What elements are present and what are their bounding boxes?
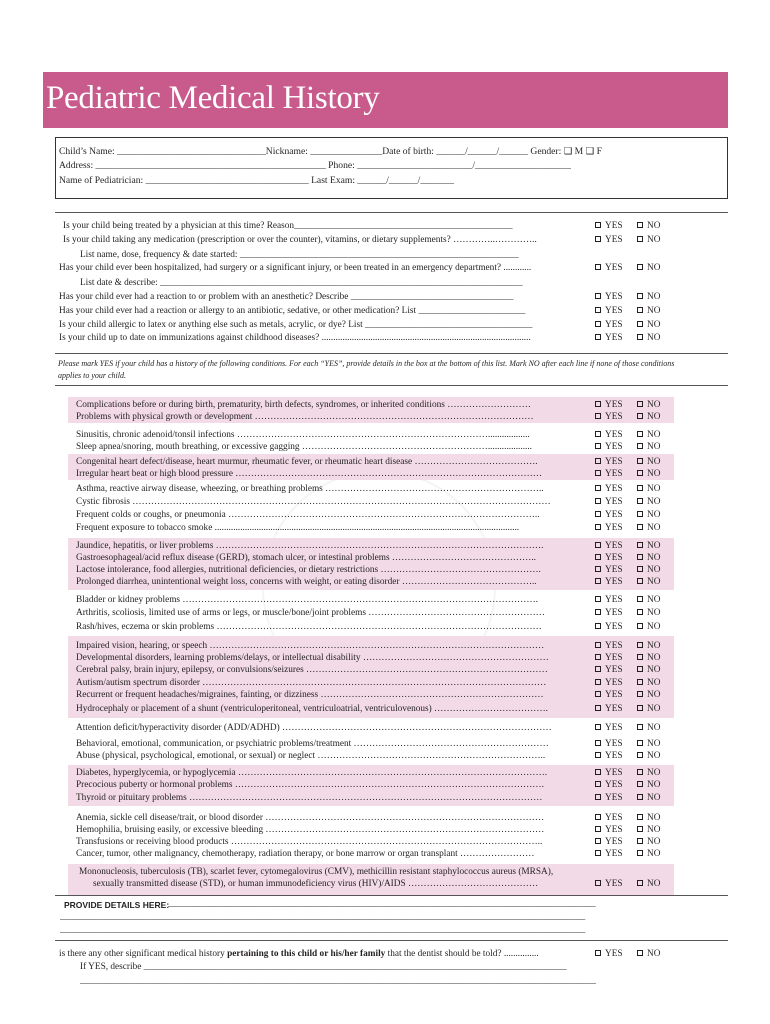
checkbox-icon	[595, 222, 601, 228]
condition-text: Transfusions or receiving blood products ………………………………………………………………………………………..	[76, 837, 543, 847]
no-checkbox[interactable]: NO	[637, 509, 660, 522]
yes-checkbox[interactable]: YES	[595, 522, 623, 535]
condition-text: Mononucleosis, tuberculosis (TB), scarlet fever, cytomegalovirus (CMV), methicillin resistant staphylococcus aureus (MRSA),	[79, 867, 554, 877]
condition-text: sexually transmitted disease (STD), or human immunodeficiency virus (HIV)/AIDS ……………………………………	[93, 879, 539, 889]
condition-row	[0, 621, 770, 634]
checkbox-icon	[637, 666, 643, 672]
yes-checkbox[interactable]: YES	[595, 664, 623, 677]
checkbox-icon	[595, 705, 601, 711]
details-line[interactable]: _______________________________________________________________________________________________________________	[80, 976, 596, 986]
title-banner	[43, 72, 728, 128]
no-checkbox[interactable]: NO	[637, 812, 660, 825]
checkbox-icon	[637, 542, 643, 548]
yes-checkbox[interactable]: YES	[595, 332, 623, 345]
no-checkbox[interactable]: NO	[637, 234, 660, 247]
condition-text: Hemophilia, bruising easily, or excessive bleeding ………………………………………………………………………………	[76, 825, 545, 835]
condition-row	[0, 750, 770, 763]
checkbox-icon	[595, 458, 601, 464]
condition-text: Bladder or kidney problems …………………………………………………………………………………………………….	[76, 595, 538, 605]
checkbox-icon	[595, 431, 601, 437]
checkbox-icon	[637, 950, 643, 956]
checkbox-icon	[637, 264, 643, 270]
condition-row	[0, 411, 770, 424]
checkbox-icon	[637, 334, 643, 340]
checkbox-icon	[595, 666, 601, 672]
checkbox-icon	[595, 740, 601, 746]
question-text: Has your child ever had a reaction or allergy to an antibiotic, sedative, or other medication? List _______________________	[59, 306, 526, 316]
no-checkbox[interactable]: NO	[637, 607, 660, 620]
question-row	[0, 234, 770, 247]
details-line[interactable]: _________________________________________________________________________________________________________________	[60, 912, 586, 922]
yes-checkbox[interactable]: YES	[595, 552, 623, 565]
condition-text: Rash/hives, eczema or skin problems ……………………………………………………………………………………………	[76, 622, 542, 632]
condition-row	[0, 576, 770, 589]
yes-checkbox[interactable]: YES	[595, 750, 623, 763]
checkbox-icon	[595, 485, 601, 491]
no-checkbox[interactable]: NO	[637, 468, 660, 481]
checkbox-icon	[595, 880, 601, 886]
condition-text: Attention deficit/hyperactivity disorder (ADD/ADHD) ……………………………………………………………………………	[76, 723, 552, 733]
checkbox-icon	[637, 794, 643, 800]
yes-checkbox[interactable]: YES	[595, 792, 623, 805]
yes-checkbox[interactable]: YES	[595, 607, 623, 620]
no-checkbox[interactable]: NO	[637, 836, 660, 849]
condition-text: Asthma, reactive airway disease, wheezing, or breathing problems ……………………………………………………………..	[76, 484, 544, 494]
yes-checkbox[interactable]: YES	[595, 738, 623, 751]
no-checkbox[interactable]: NO	[637, 399, 660, 412]
checkbox-icon	[637, 679, 643, 685]
condition-text: Abuse (physical, psychological, emotional, or sexual) or neglect ………………………………………………………………..	[76, 751, 546, 761]
no-checkbox[interactable]: NO	[637, 429, 660, 442]
checkbox-icon	[595, 814, 601, 820]
no-checkbox[interactable]: NO	[637, 621, 660, 634]
condition-text: Prolonged diarrhea, unintentional weight loss, concerns with weight, or eating disorder ……………………………………..	[76, 577, 537, 587]
condition-text: Arthritis, scoliosis, limited use of arms or legs, or muscle/bone/joint problems …………………………………………………	[76, 608, 545, 618]
yes-checkbox[interactable]: YES	[595, 703, 623, 716]
yes-checkbox[interactable]: YES	[595, 848, 623, 861]
checkbox-icon	[595, 850, 601, 856]
yes-checkbox[interactable]: YES	[595, 262, 623, 275]
checkbox-icon	[595, 542, 601, 548]
checkbox-icon	[595, 642, 601, 648]
condition-text: Precocious puberty or hormonal problems ……………………………………………………………………………………….	[76, 780, 544, 790]
condition-text: Cystic fibrosis ………………………………………………………………………………………………………………………	[76, 497, 551, 507]
yes-checkbox[interactable]: YES	[595, 722, 623, 735]
no-checkbox[interactable]: NO	[637, 722, 660, 735]
yes-checkbox[interactable]: YES	[595, 441, 623, 454]
checkbox-icon	[637, 578, 643, 584]
yes-checkbox[interactable]: YES	[595, 468, 623, 481]
condition-text: Developmental disorders, learning problems/delays, or intellectual disability ……………………………………………………	[76, 653, 549, 663]
checkbox-icon	[637, 413, 643, 419]
no-checkbox[interactable]: NO	[637, 262, 660, 275]
yes-checkbox[interactable]: YES	[595, 220, 623, 233]
checkbox-icon	[595, 838, 601, 844]
yes-checkbox[interactable]: YES	[595, 411, 623, 424]
condition-row	[0, 703, 770, 716]
no-checkbox[interactable]: NO	[637, 456, 660, 469]
yes-checkbox[interactable]: YES	[595, 456, 623, 469]
condition-row	[0, 792, 770, 805]
checkbox-icon	[595, 264, 601, 270]
no-checkbox[interactable]: NO	[637, 767, 660, 780]
address-line[interactable]: Address: ________________________________________________ Phone: ________________________/____________________	[59, 160, 571, 171]
checkbox-icon	[637, 769, 643, 775]
yes-checkbox[interactable]: YES	[595, 878, 623, 891]
no-checkbox[interactable]: NO	[637, 332, 660, 345]
question-text: List date & describe: ______________________________________________________________________________	[80, 278, 523, 288]
yes-checkbox[interactable]: YES	[595, 483, 623, 496]
divider	[55, 212, 728, 213]
checkbox-icon	[595, 781, 601, 787]
checkbox-icon	[595, 752, 601, 758]
condition-text: Diabetes, hyperglycemia, or hypoglycemia ……………………………………………………………………………………….	[76, 768, 548, 778]
divider	[55, 353, 728, 354]
checkbox-icon	[595, 524, 601, 530]
condition-text: Sleep apnea/snoring, mouth breathing, or excessive gagging ……………………………………………………...................	[76, 442, 533, 452]
question-text: Is your child taking any medication (prescription or over the counter), vitamins, or dietary supplements? …………..…………..	[63, 235, 537, 245]
condition-row	[0, 468, 770, 481]
no-checkbox[interactable]: NO	[637, 540, 660, 553]
yes-checkbox[interactable]: YES	[595, 496, 623, 509]
condition-text: Complications before or during birth, prematurity, birth defects, syndromes, or inherited conditions ………………………	[76, 400, 531, 410]
condition-text: Autism/autism spectrum disorder …………………………………………………………………………………………………	[76, 678, 547, 688]
divider	[55, 940, 728, 941]
condition-text: Frequent exposure to tobacco smoke ...................................................................................................................................	[76, 523, 520, 533]
no-checkbox[interactable]: NO	[637, 483, 660, 496]
checkbox-icon	[637, 838, 643, 844]
yes-checkbox[interactable]: YES	[595, 689, 623, 702]
checkbox-icon	[637, 850, 643, 856]
condition-text: Problems with physical growth or development ………………………………………………………………………………	[76, 412, 534, 422]
yes-checkbox[interactable]: YES	[595, 305, 623, 318]
checkbox-icon	[595, 334, 601, 340]
checkbox-icon	[637, 554, 643, 560]
checkbox-icon	[595, 826, 601, 832]
no-checkbox[interactable]: NO	[637, 564, 660, 577]
divider	[55, 385, 728, 386]
yes-checkbox[interactable]: YES	[595, 319, 623, 332]
details-line[interactable]: _________________________________________________________________________________________________________________	[60, 925, 586, 935]
question-row	[0, 220, 770, 233]
condition-row	[0, 689, 770, 702]
condition-text: Anemia, sickle cell disease/trait, or blood disorder ………………………………………………………………………………	[76, 813, 545, 823]
checkbox-icon	[637, 781, 643, 787]
checkbox-icon	[595, 236, 601, 242]
no-checkbox[interactable]: NO	[637, 594, 660, 607]
checkbox-icon	[637, 401, 643, 407]
question-text: Is your child being treated by a physician at this time? Reason_______________________________________________	[63, 221, 513, 231]
condition-text: Irregular heart beat or high blood pressure ………………………………………………………………………………………	[76, 469, 543, 479]
checkbox-icon	[595, 566, 601, 572]
condition-row	[0, 441, 770, 454]
checkbox-icon	[637, 443, 643, 449]
no-checkbox[interactable]: NO	[637, 441, 660, 454]
page-title: Pediatric Medical History	[46, 80, 380, 116]
checkbox-icon	[595, 443, 601, 449]
checkbox-icon	[595, 691, 601, 697]
checkbox-icon	[595, 724, 601, 730]
condition-text: Behavioral, emotional, communication, or psychiatric problems/treatment ………………………………………………………	[76, 739, 549, 749]
checkbox-icon	[595, 470, 601, 476]
yes-checkbox[interactable]: YES	[595, 291, 623, 304]
yes-checkbox[interactable]: YES	[595, 948, 623, 961]
yes-checkbox[interactable]: YES	[595, 234, 623, 247]
no-checkbox[interactable]: NO	[637, 664, 660, 677]
yes-checkbox[interactable]: YES	[595, 564, 623, 577]
checkbox-icon	[637, 321, 643, 327]
checkbox-icon	[637, 458, 643, 464]
no-checkbox[interactable]: NO	[637, 291, 660, 304]
question-row	[0, 332, 770, 345]
no-checkbox[interactable]: NO	[637, 496, 660, 509]
condition-row	[0, 594, 770, 607]
yes-checkbox[interactable]: YES	[595, 576, 623, 589]
condition-text: Cerebral palsy, brain injury, epilepsy, or convulsions/seizures ……………………………………………………………………	[76, 665, 548, 675]
question-text: Has your child ever had a reaction to or problem with an anesthetic? Describe ___________________________________	[59, 292, 514, 302]
checkbox-icon	[637, 470, 643, 476]
pediatrician-line[interactable]: Name of Pediatrician: __________________________________ Last Exam: ______/______/_______	[59, 175, 454, 186]
condition-text: Sinusitis, chronic adenoid/tonsil infections ………………………………………………………………………..................	[76, 430, 530, 440]
divider	[55, 895, 728, 896]
condition-row	[0, 509, 770, 522]
yes-checkbox[interactable]: YES	[595, 779, 623, 792]
checkbox-icon	[637, 654, 643, 660]
checkbox-icon	[595, 623, 601, 629]
condition-row	[0, 722, 770, 735]
yes-checkbox[interactable]: YES	[595, 824, 623, 837]
yes-checkbox[interactable]: YES	[595, 767, 623, 780]
condition-row	[0, 496, 770, 509]
no-checkbox[interactable]: NO	[637, 948, 660, 961]
question-text: Is your child up to date on immunizations against childhood diseases? ..........................................................................................	[59, 333, 531, 343]
checkbox-icon	[637, 307, 643, 313]
condition-text: Congenital heart defect/disease, heart murmur, rheumatic fever, or rheumatic heart disease ………………………………….	[76, 457, 538, 467]
no-checkbox[interactable]: NO	[637, 779, 660, 792]
question-row	[0, 277, 770, 290]
checkbox-icon	[637, 524, 643, 530]
question-text: Has your child ever been hospitalized, had surgery or a significant injury, or been treated in an emergency department? ............	[59, 263, 532, 273]
no-checkbox[interactable]: NO	[637, 220, 660, 233]
checkbox-icon	[637, 814, 643, 820]
checkbox-icon	[637, 293, 643, 299]
condition-text: Recurrent or frequent headaches/migraines, fainting, or dizziness ………………………………………………………………	[76, 690, 544, 700]
checkbox-icon	[595, 321, 601, 327]
checkbox-icon	[595, 293, 601, 299]
no-checkbox[interactable]: NO	[637, 652, 660, 665]
checkbox-icon	[637, 609, 643, 615]
checkbox-icon	[595, 401, 601, 407]
no-checkbox[interactable]: NO	[637, 689, 660, 702]
yes-checkbox[interactable]: YES	[595, 640, 623, 653]
checkbox-icon	[637, 485, 643, 491]
no-checkbox[interactable]: NO	[637, 552, 660, 565]
question-row	[0, 249, 770, 262]
yes-checkbox[interactable]: YES	[595, 399, 623, 412]
checkbox-icon	[595, 609, 601, 615]
no-checkbox[interactable]: NO	[637, 848, 660, 861]
provide-details-label: PROVIDE DETAILS HERE:	[64, 900, 170, 910]
checkbox-icon	[595, 596, 601, 602]
checkbox-icon	[595, 413, 601, 419]
no-checkbox[interactable]: NO	[637, 305, 660, 318]
checkbox-icon	[637, 705, 643, 711]
condition-text: Lactose intolerance, food allergies, nutritional deficiencies, or dietary restrictions …………………………………………….	[76, 565, 541, 575]
question-row	[0, 305, 770, 318]
checkbox-icon	[595, 769, 601, 775]
child-name-line[interactable]: Child’s Name: _______________________________Nickname: _______________Date of birth: ______/______/______ Gender: ❑ M ❑ F	[59, 146, 602, 157]
checkbox-icon	[637, 740, 643, 746]
no-checkbox[interactable]: NO	[637, 878, 660, 891]
yes-checkbox[interactable]: YES	[595, 812, 623, 825]
condition-row	[0, 878, 770, 891]
question-row	[0, 262, 770, 275]
no-checkbox[interactable]: NO	[637, 640, 660, 653]
question-text: List name, dose, frequency & date started: ____________________________________________________________	[80, 250, 519, 260]
family-history-row	[0, 948, 770, 961]
no-checkbox[interactable]: NO	[637, 522, 660, 535]
condition-text: Jaundice, hepatitis, or liver problems …………………………………………………………………………………………….	[76, 541, 544, 551]
checkbox-icon	[595, 307, 601, 313]
yes-checkbox[interactable]: YES	[595, 652, 623, 665]
yes-checkbox[interactable]: YES	[595, 429, 623, 442]
no-checkbox[interactable]: NO	[637, 411, 660, 424]
checkbox-icon	[637, 880, 643, 886]
yes-checkbox[interactable]: YES	[595, 540, 623, 553]
condition-text: Hydrocephaly or placement of a shunt (ventriculoperitoneal, ventriculoatrial, ventriculovenous) ……………………………….	[76, 704, 548, 714]
checkbox-icon	[637, 236, 643, 242]
condition-row	[0, 607, 770, 620]
condition-text: Frequent colds or coughs, or pneumonia ………………………………………………………………………………………..	[76, 510, 540, 520]
no-checkbox[interactable]: NO	[637, 703, 660, 716]
checkbox-icon	[595, 554, 601, 560]
instructions: Please mark YES if your child has a history of the following conditions. For each “YES”, provide details in the box at the bottom of this list. Mark NO after each line if none of those conditions applies to your child.	[58, 359, 675, 380]
checkbox-icon	[637, 566, 643, 572]
checkbox-icon	[637, 222, 643, 228]
condition-text: Cancer, tumor, other malignancy, chemotherapy, radiation therapy, or bone marrow or organ transplant ……………………	[76, 849, 535, 859]
condition-row	[0, 848, 770, 861]
checkbox-icon	[637, 642, 643, 648]
details-line[interactable]: ____________________________________________________________________________________________	[168, 899, 596, 909]
checkbox-icon	[595, 578, 601, 584]
checkbox-icon	[595, 511, 601, 517]
no-checkbox[interactable]: NO	[637, 750, 660, 763]
no-checkbox[interactable]: NO	[637, 677, 660, 690]
no-checkbox[interactable]: NO	[637, 824, 660, 837]
checkbox-icon	[637, 826, 643, 832]
condition-row	[0, 522, 770, 535]
no-checkbox[interactable]: NO	[637, 738, 660, 751]
condition-text: Thyroid or pituitary problems ……………………………………………………………………………………………………	[76, 793, 543, 803]
question-row	[0, 291, 770, 304]
checkbox-icon	[595, 950, 601, 956]
checkbox-icon	[637, 498, 643, 504]
checkbox-icon	[595, 654, 601, 660]
checkbox-icon	[637, 752, 643, 758]
child-info-box	[55, 137, 728, 199]
yes-checkbox[interactable]: YES	[595, 594, 623, 607]
no-checkbox[interactable]: NO	[637, 792, 660, 805]
yes-checkbox[interactable]: YES	[595, 836, 623, 849]
condition-row	[0, 483, 770, 496]
no-checkbox[interactable]: NO	[637, 576, 660, 589]
yes-checkbox[interactable]: YES	[595, 509, 623, 522]
question-text: Is your child allergic to latex or anything else such as metals, acrylic, or dye? List ____________________________________	[59, 320, 533, 330]
question-row	[0, 319, 770, 332]
checkbox-icon	[637, 431, 643, 437]
condition-row	[0, 664, 770, 677]
condition-text: Gastroesophageal/acid reflux disease (GERD), stomach ulcer, or intestinal problems ………………………………………..	[76, 553, 536, 563]
checkbox-icon	[595, 679, 601, 685]
yes-checkbox[interactable]: YES	[595, 677, 623, 690]
yes-checkbox[interactable]: YES	[595, 621, 623, 634]
checkbox-icon	[637, 724, 643, 730]
checkbox-icon	[637, 511, 643, 517]
no-checkbox[interactable]: NO	[637, 319, 660, 332]
checkbox-icon	[595, 498, 601, 504]
checkbox-icon	[637, 623, 643, 629]
checkbox-icon	[595, 794, 601, 800]
if-yes-line[interactable]: If YES, describe ___________________________________________________________________________________________	[80, 962, 567, 972]
family-history-question: is there any other significant medical history pertaining to this child or his/her family that the dentist should be told? ...............	[59, 949, 539, 959]
condition-text: Impaired vision, hearing, or speech ………………………………………………………………………………………………	[76, 641, 545, 651]
condition-row	[0, 779, 770, 792]
checkbox-icon	[637, 691, 643, 697]
checkbox-icon	[637, 596, 643, 602]
